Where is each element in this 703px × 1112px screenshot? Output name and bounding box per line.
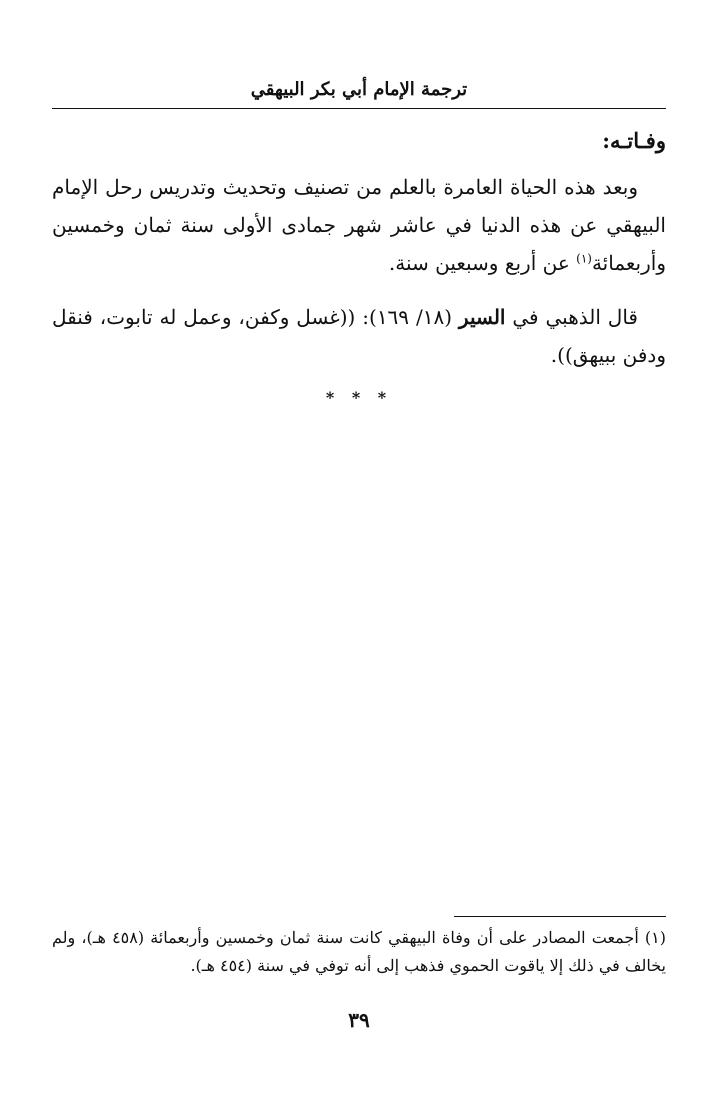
paragraph-death-tail: عن أربع وسبعين سنة. xyxy=(388,251,577,275)
paragraph-death-text: وبعد هذه الحياة العامرة بالعلم من تصنيف وتحديث وتدريس رحل الإمام البيهقي عن هذه الدنيا في عاشر شهر جمادى الأولى سنة ثمان وخمسين وأربعمائة xyxy=(52,175,666,275)
running-header-title: ترجمة الإمام أبي بكر البيهقي xyxy=(250,79,468,100)
page-number: ٣٩ xyxy=(348,1008,370,1032)
quote-text: (١٨/ ١٦٩): ((غسل وكفن، وعمل له تابوت، فنقل ودفن ببيهق)). xyxy=(52,305,666,367)
paragraph-death xyxy=(52,168,666,282)
footnote-divider xyxy=(454,916,666,917)
book-title-siyar: السير xyxy=(458,305,506,329)
main-text xyxy=(52,122,666,390)
footnote-reference-1: (١) xyxy=(576,251,592,266)
section-heading: وفـاتـه: xyxy=(602,128,666,153)
footnotes xyxy=(52,924,666,980)
footnote-1: (١) أجمعت المصادر على أن وفاة البيهقي كانت سنة ثمان وخمسين وأربعمائة (٤٥٨ هـ)، ولم يخالف في ذلك إلا ياقوت الحموي فذهب إلى أنه توفي في سنة (٤٥٤ هـ). xyxy=(52,928,666,975)
quote-lead: قال الذهبي في xyxy=(505,305,638,329)
paragraph-dhahabi-quote xyxy=(52,298,666,374)
section-separator: * * * xyxy=(325,388,393,407)
header-divider xyxy=(52,108,666,109)
